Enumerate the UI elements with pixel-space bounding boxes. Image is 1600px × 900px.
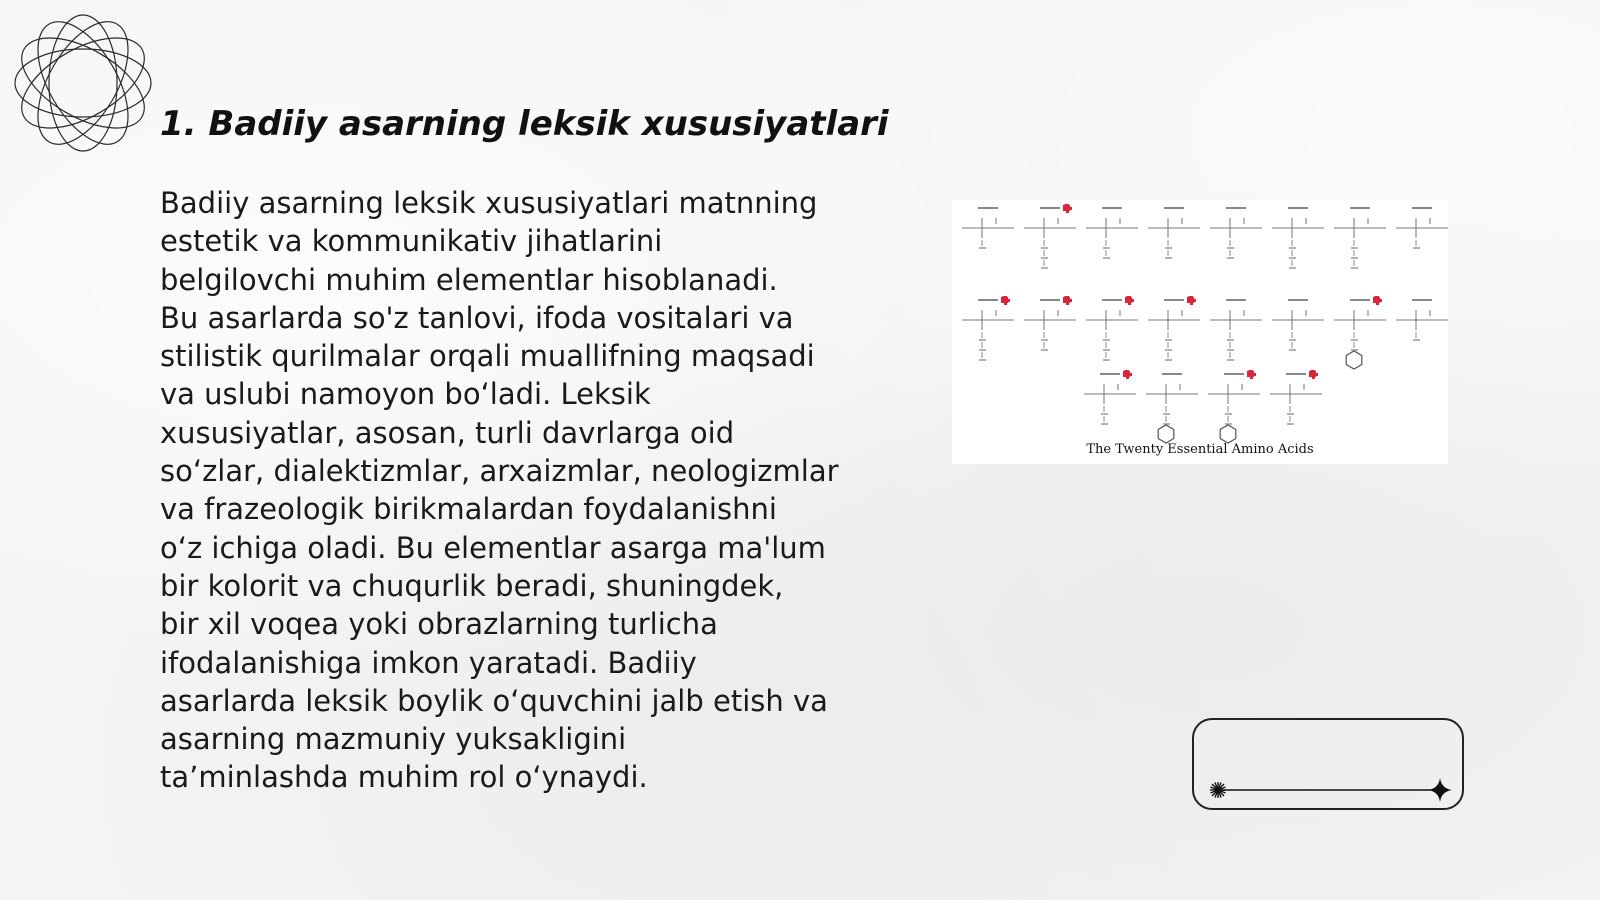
decorative-frame: [1192, 718, 1464, 810]
amino-acid-structure: [1024, 204, 1076, 268]
amino-acid-structure: [1146, 374, 1198, 443]
amino-acid-structure: [1270, 370, 1322, 424]
amino-acid-structure: [1024, 296, 1076, 350]
amino-acid-structure: [1210, 208, 1262, 258]
amino-acid-structure: [1086, 208, 1138, 258]
amino-acid-structure: [1208, 370, 1260, 443]
amino-acid-structure: [1272, 208, 1324, 268]
amino-acid-structure: [1396, 208, 1448, 248]
amino-acid-structures-image: [952, 200, 1448, 464]
amino-acids-figure: [952, 200, 1448, 464]
amino-acid-structure: [1396, 300, 1448, 340]
amino-acid-structure: [1272, 300, 1324, 350]
amino-acid-structure: [1334, 208, 1386, 268]
amino-acid-structure: [1334, 296, 1386, 369]
orbital-rings-logo-icon: [8, 8, 158, 158]
figure-caption: The Twenty Essential Amino Acids: [1086, 442, 1314, 457]
slide-title: 1. Badiiy asarning leksik xususiyatlari: [160, 104, 889, 144]
body-paragraph: Badiiy asarning leksik xususiyatlari matnning estetik va kommunikativ jihatlarini belgilovchi muhim elementlar hisoblanadi. Bu asarlarda so'z tanlovi, ifoda vositalari va stilistik qurilmalar orqali muallifning maqsadi va uslubi namoyon bo‘ladi. Leksik xususiyatlar, asosan, turli davrlarga oid so‘zlar, dialektizmlar, arxaizmlar, neologizmlar va frazeologik birikmalardan foydalanishni o‘z ichiga oladi. Bu elementlar asarga ma'lum bir kolorit va chuqurlik beradi, shuningdek, bir xil voqea yoki obrazlarning turlicha ifodalanishiga imkon yaratadi. Badiiy asarlarda leksik boylik o‘quvchini jalb etish va asarning mazmuniy yuksakligini ta’minlashda muhim rol o‘ynaydi.: [160, 186, 839, 795]
amino-acid-structure: [962, 208, 1014, 248]
amino-acid-structure: [1148, 296, 1200, 360]
amino-acid-structure: [1210, 300, 1262, 360]
sparkle-line-icon: [1194, 720, 1466, 812]
amino-acid-structure: [1084, 370, 1136, 424]
amino-acid-structure: [1086, 296, 1138, 360]
amino-acid-structure: [962, 296, 1014, 360]
amino-acid-structure: [1148, 208, 1200, 258]
